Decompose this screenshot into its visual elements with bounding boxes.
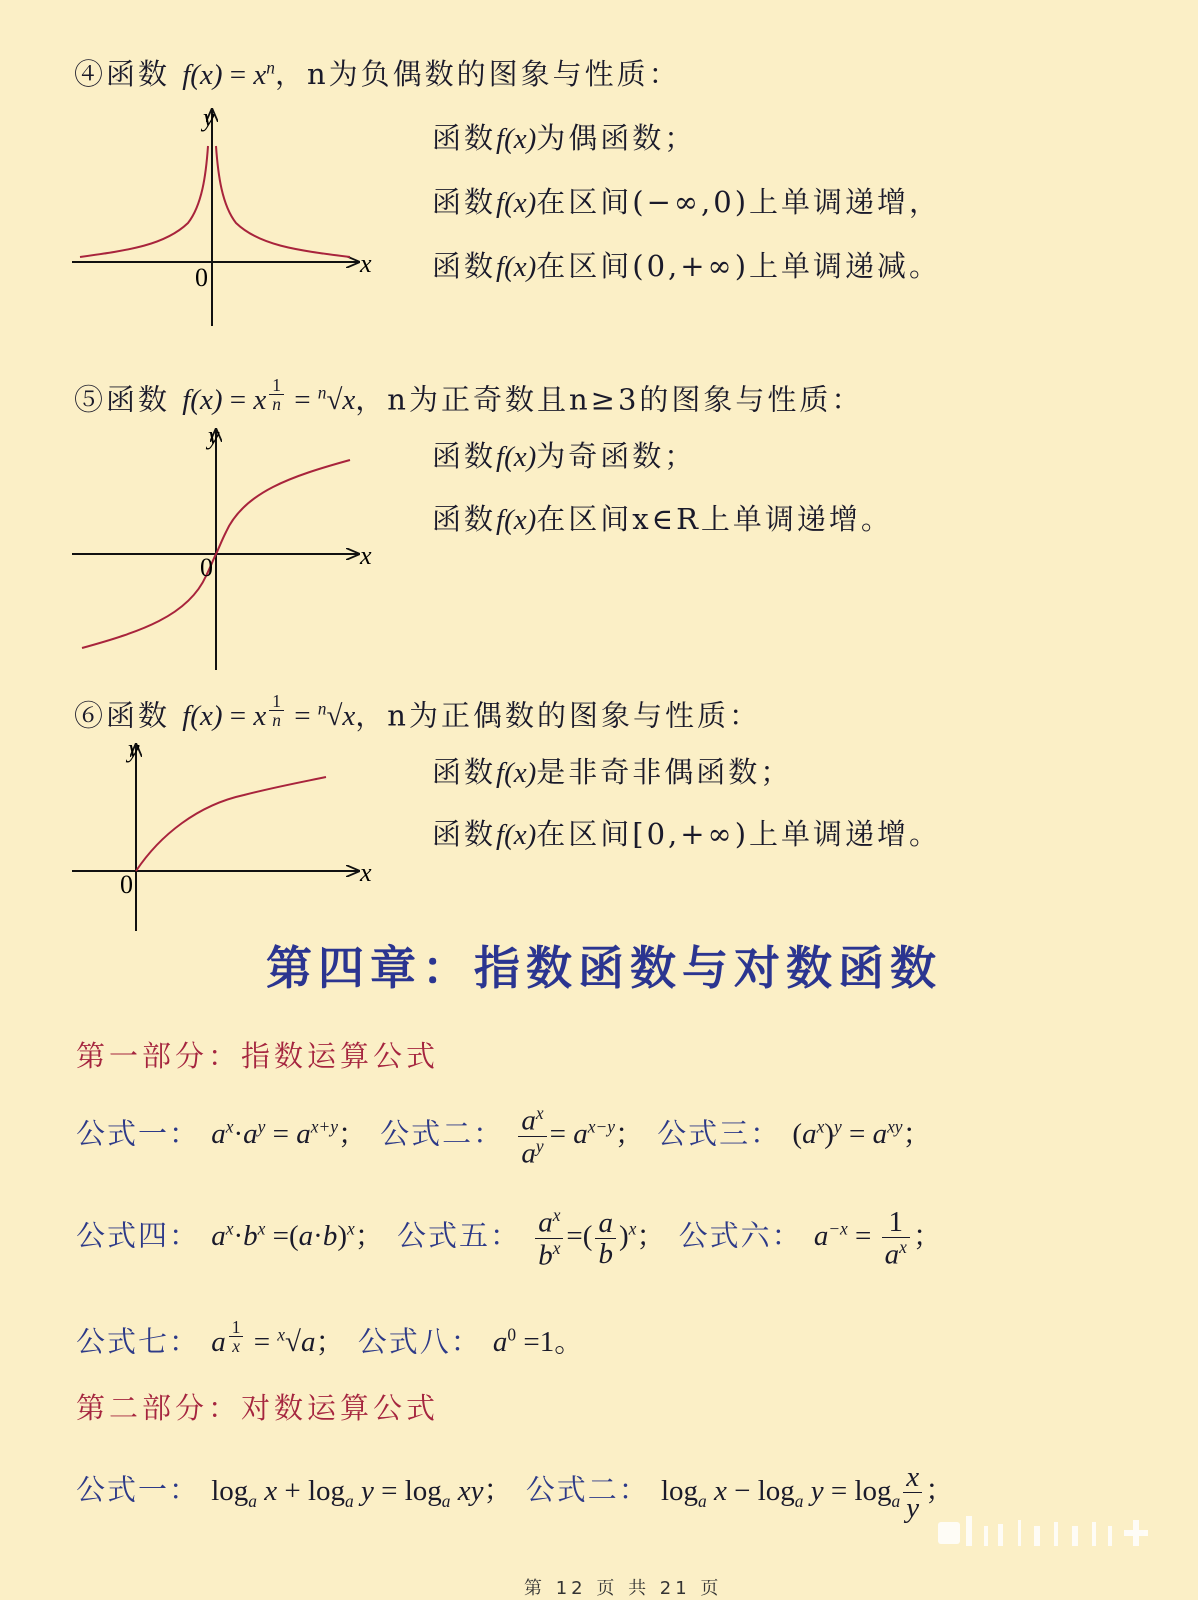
y-axis-label: y bbox=[203, 103, 215, 132]
fx-symbol: f(x) bbox=[496, 251, 537, 283]
y-axis-label: y bbox=[128, 735, 140, 763]
formula-row-1 bbox=[76, 1104, 934, 1169]
prop-text: 是非奇非偶函数； bbox=[536, 755, 793, 789]
fx-symbol: f(x) bbox=[496, 441, 537, 473]
formula-label: 公式一： bbox=[76, 1472, 201, 1507]
prop-text: 在区间x∈R上单调递增。 bbox=[536, 502, 893, 536]
x-axis-label: x bbox=[360, 249, 372, 278]
formula-1: $a^x\cdot a^y = a^{x+y}$ bbox=[211, 1116, 338, 1151]
formula-6: $a^{-x}$ = $\frac{1}{a^x}$ bbox=[814, 1220, 913, 1252]
formula-4: $a^x\cdot b^x =(a\cdot b)^x$ bbox=[211, 1218, 355, 1253]
section-6-marker: ⑥ bbox=[74, 698, 107, 733]
prop-prefix: 函数 bbox=[432, 439, 497, 473]
section-4-property-1 bbox=[432, 116, 696, 157]
section-4-title bbox=[74, 52, 681, 93]
section-6-property-1 bbox=[432, 750, 792, 791]
section-5-title bbox=[74, 376, 863, 418]
formula-label: 公式四： bbox=[76, 1218, 201, 1253]
part-1-title: 第一部分：指数运算公式 bbox=[76, 1039, 440, 1073]
separator: ； bbox=[902, 1116, 934, 1151]
formula-2: $\frac{a^x}{a^y}$ = $a^{x-y}$ bbox=[515, 1118, 615, 1150]
formula-row-2 bbox=[76, 1206, 944, 1271]
separator: ； bbox=[614, 1116, 646, 1151]
separator: ； bbox=[912, 1218, 944, 1253]
prop-prefix: 函数 bbox=[432, 249, 497, 283]
curve bbox=[136, 777, 326, 871]
prop-text: 在区间(0,+∞)上单调递减。 bbox=[536, 249, 942, 283]
x-axis-label: x bbox=[360, 541, 372, 570]
formula-label: 公式五： bbox=[396, 1218, 521, 1253]
origin-label: 0 bbox=[195, 263, 208, 292]
prop-prefix: 函数 bbox=[432, 121, 497, 155]
page-footer: 第 12 页 共 21 页 bbox=[524, 1578, 723, 1599]
section-5-property-2 bbox=[432, 497, 893, 538]
fx-symbol: f(x) bbox=[496, 504, 537, 536]
prop-text: 为奇函数； bbox=[536, 439, 697, 473]
section-6-prefix: 函数 bbox=[106, 698, 171, 733]
fx-symbol: f(x) bbox=[496, 187, 537, 219]
origin-label: 0 bbox=[200, 553, 213, 582]
fx-symbol: f(x) bbox=[496, 819, 537, 851]
separator: ； bbox=[337, 1116, 369, 1151]
graph-positive-even bbox=[70, 735, 380, 935]
formula-label: 公式二： bbox=[380, 1116, 505, 1151]
separator: 。 bbox=[554, 1324, 586, 1359]
chapter-title: 第四章：指数函数与对数函数 bbox=[266, 941, 942, 995]
curve-right bbox=[216, 146, 350, 257]
graph-positive-odd bbox=[70, 420, 380, 670]
formula-label: 公式一： bbox=[76, 1116, 201, 1151]
separator: ； bbox=[315, 1324, 347, 1359]
prop-prefix: 函数 bbox=[432, 817, 497, 851]
section-4-marker: ④ bbox=[74, 57, 107, 91]
fx-symbol: f(x) bbox=[496, 757, 537, 789]
formula-3: $(a^x)^y = a^{xy}$ bbox=[792, 1116, 903, 1151]
formula-8: $a^0 =1$ bbox=[492, 1324, 555, 1359]
separator: ； bbox=[636, 1218, 668, 1253]
formula-5: $\frac{a^x}{b^x}$ =( $\frac{a}{b}$ )$^x$ bbox=[532, 1220, 636, 1252]
prop-text: 在区间[0,+∞)上单调递增。 bbox=[536, 817, 942, 851]
section-5-suffix: ，n为正奇数且n≥3的图象与性质： bbox=[355, 382, 864, 417]
section-4-property-3 bbox=[432, 244, 941, 285]
section-6-title bbox=[74, 692, 761, 734]
separator: ； bbox=[354, 1218, 386, 1253]
section-5-formula: f(x) = x $^{\frac{1}{n}}$ = $^n$√x bbox=[182, 375, 356, 417]
prop-prefix: 函数 bbox=[432, 502, 497, 536]
x-axis-label: x bbox=[360, 858, 372, 887]
formula-7: a $^{\frac{1}{x}}$ = $^x$√a bbox=[211, 1317, 316, 1359]
curve-left bbox=[80, 146, 208, 257]
prop-text: 在区间(−∞,0)上单调递增， bbox=[536, 185, 942, 219]
origin-label: 0 bbox=[120, 870, 133, 899]
section-5-prefix: 函数 bbox=[106, 382, 171, 417]
section-5-marker: ⑤ bbox=[74, 382, 107, 417]
prop-text: 为偶函数； bbox=[536, 121, 697, 155]
prop-prefix: 函数 bbox=[432, 185, 497, 219]
formula-row-3 bbox=[76, 1318, 585, 1360]
y-axis-label: y bbox=[208, 421, 220, 450]
prop-prefix: 函数 bbox=[432, 755, 497, 789]
formula-label: 公式七： bbox=[76, 1324, 201, 1359]
section-4-formula: $f(x) = x^n$ bbox=[182, 57, 275, 91]
part-2-title: 第二部分：对数运算公式 bbox=[76, 1391, 440, 1425]
section-6-property-2 bbox=[432, 812, 941, 853]
separator: ； bbox=[925, 1472, 957, 1507]
log-formula-2: $\log_a x - \log_a y = \log_a$ $\frac{x}{y}$ bbox=[661, 1475, 925, 1507]
log-formula-row-1 bbox=[76, 1462, 956, 1524]
section-6-suffix: ，n为正偶数的图象与性质： bbox=[355, 698, 761, 733]
formula-label: 公式三： bbox=[657, 1116, 782, 1151]
log-formula-1: $\log_a x + \log_a y = \log_a$ xy bbox=[211, 1474, 484, 1511]
section-4-property-2 bbox=[432, 180, 941, 221]
fx-symbol: f(x) bbox=[496, 123, 537, 155]
section-6-formula: f(x) = x $^{\frac{1}{n}}$ = $^n$√x bbox=[182, 691, 356, 733]
watermark-icon bbox=[938, 1512, 1168, 1552]
section-5-property-1 bbox=[432, 434, 696, 475]
graph-negative-even bbox=[70, 100, 380, 340]
separator: ； bbox=[483, 1472, 515, 1507]
formula-label: 公式六： bbox=[678, 1218, 803, 1253]
section-4-suffix: ，n为负偶数的图象与性质： bbox=[274, 57, 681, 91]
formula-label: 公式八： bbox=[357, 1324, 482, 1359]
formula-label: 公式二： bbox=[525, 1472, 650, 1507]
section-4-prefix: 函数 bbox=[106, 57, 171, 91]
